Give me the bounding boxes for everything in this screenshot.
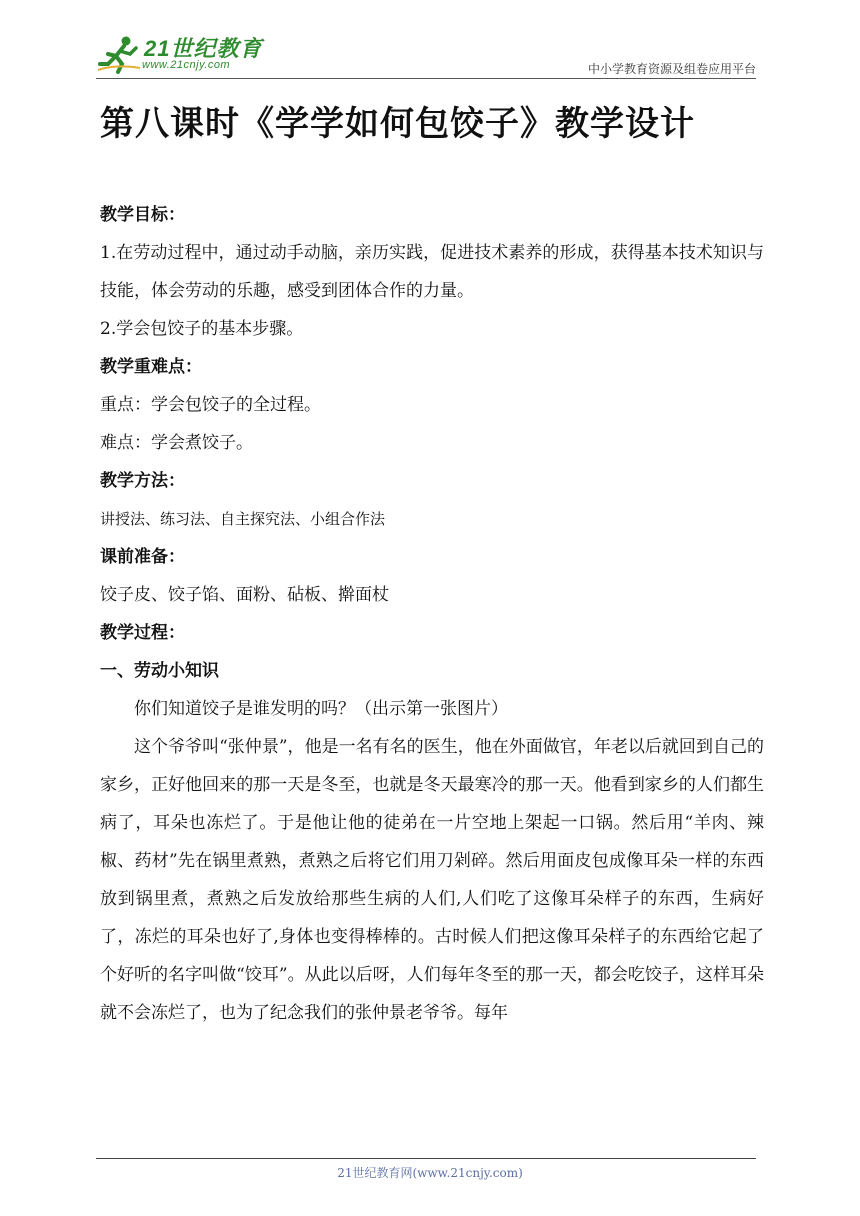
key-point: 重点：学会包饺子的全过程。 xyxy=(100,395,321,415)
header-divider xyxy=(96,78,756,79)
process-heading: 教学过程： xyxy=(100,623,185,643)
part1-heading: 一、劳动小知识 xyxy=(100,661,219,681)
goals-heading: 教学目标： xyxy=(100,205,185,225)
part1-paragraph-1: 你们知道饺子是谁发明的吗？（出示第一张图片） xyxy=(134,699,508,719)
document-body xyxy=(100,196,764,1032)
difficult-point: 难点：学会煮饺子。 xyxy=(100,433,253,453)
footer-text: 21世纪教育网(www.21cnjy.com) xyxy=(337,1166,523,1180)
page-title: 第八课时《学学如何包饺子》教学设计 xyxy=(100,104,695,144)
prep-text: 饺子皮、饺子馅、面粉、砧板、擀面杖 xyxy=(100,585,389,605)
logo xyxy=(96,32,286,76)
goal-1: 1.在劳动过程中，通过动手动脑，亲历实践，促进技术素养的形成，获得基本技术知识与技能，体会劳动的乐趣，感受到团体合作的力量。 xyxy=(100,243,764,301)
part1-paragraph-2: 这个爷爷叫“张仲景”，他是一名有名的医生，他在外面做官，年老以后就回到自己的家乡，正好他回来的那一天是冬至，也就是冬天最寒冷的那一天。他看到家乡的人们都生病了，耳朵也冻烂了。于是他让他的徒弟在一片空地上架起一口锅。然后用“羊肉、辣椒、药材”先在锅里煮熟，煮熟之后将它们用刀剁碎。然后用面皮包成像耳朵一样的东西放到锅里煮，煮熟之后发放给那些生病的人们,人们吃了这像耳朵样子的东西，生病好了，冻烂的耳朵也好了,身体也变得棒棒的。古时候人们把这像耳朵样子的东西给它起了个好听的名字叫做“饺耳”。从此以后呀，人们每年冬至的那一天，都会吃饺子，这样耳朵就不会冻烂了，也为了纪念我们的张仲景老爷爷。每年 xyxy=(100,737,764,1023)
prep-heading: 课前准备： xyxy=(100,547,185,567)
keypoints-heading: 教学重难点： xyxy=(100,357,202,377)
methods-heading: 教学方法： xyxy=(100,471,185,491)
page-header xyxy=(96,28,756,80)
footer-divider xyxy=(96,1158,756,1159)
goal-2: 2.学会包饺子的基本步骤。 xyxy=(100,319,304,339)
platform-tagline: 中小学教育资源及组卷应用平台 xyxy=(587,62,756,76)
logo-text: 21世纪教育 xyxy=(144,36,263,61)
methods-text: 讲授法、练习法、自主探究法、小组合作法 xyxy=(100,510,386,528)
logo-url: www.21cnjy.com xyxy=(142,59,231,71)
runner-logo-icon xyxy=(96,34,142,74)
